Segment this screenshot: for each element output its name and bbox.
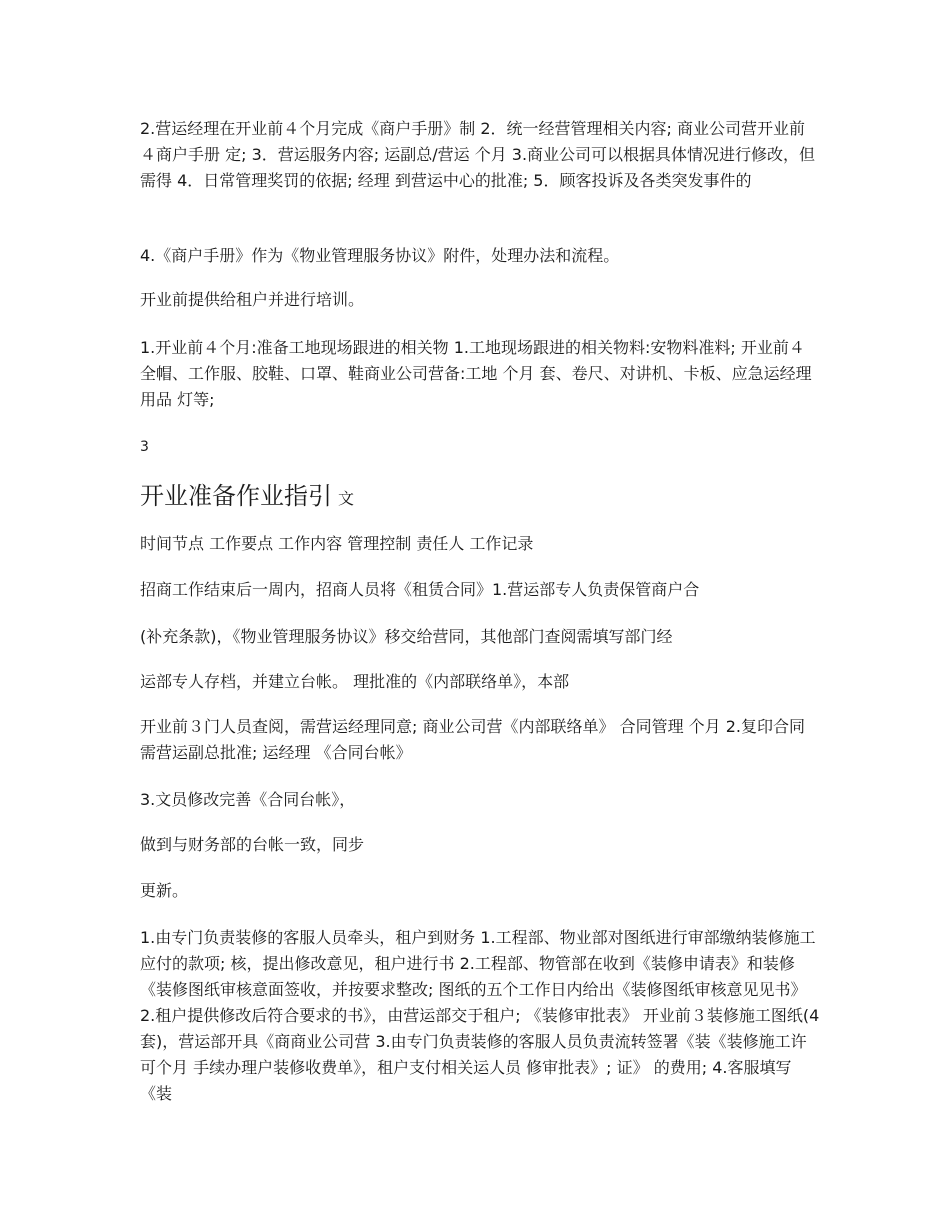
paragraph-business-manual: 2.营运经理在开业前４个月完成《商户手册》制 2．统一经营管理相关内容; 商业公司营开业前４商户手册 定; 3．营运服务内容; 运副总/营运 个月 3.商业公司可以根据具体情况进行修改，但需得 4．日常管理奖罚的依据; 经理 到营运中心的批准; 5．顾客投诉及各类突发事件的: [140, 119, 816, 190]
body-line-archive: 运部专人存档，并建立台帐。 理批准的《内部联络单》，本部: [140, 672, 570, 691]
paragraph-decoration-process: 1.由专门负责装修的客服人员牵头，租户到财务 1.工程部、物业部对图纸进行审部缴纳装修施工应付的款项; 核，提出修改意见，租户进行书 2.工程部、物管部在收到《装修申请表》和装修《装修图纸审核意面签收，并按要求整改; 图纸的五个工作日内给出《装修图纸审核意见见书》 2.租户提供修改后符合要求的书》，由营运部交于租户; 《装修审批表》 开业前３装修施工图纸(4 套)，营运部开具《商商业公司营 3.由专门负责装修的客服人员负责流转签署《装《装修施工许可个月 手续办理户装修收费单》，租户支付相关运人员 修审批表》; 证》 的费用; 4.客服填写《装: [140, 928, 820, 1103]
section-heading-suffix: 文: [338, 489, 355, 508]
body-line-supplementary-terms: (补充条款)，《物业管理服务协议》移交给营同，其他部门查阅需填写部门经: [140, 627, 673, 646]
body-line-finance-sync: 做到与财务部的台帐一致，同步: [140, 835, 365, 854]
page-number: 3: [140, 439, 149, 455]
body-line-contract-management: 开业前３门人员查阅，需营运经理同意; 商业公司营《内部联络单》 合同管理 个月 2.复印合同需营运副总批准; 运经理 《合同台帐》: [140, 717, 806, 762]
paragraph-training: 开业前提供给租户并进行培训。: [140, 290, 365, 309]
paragraph-manual-attachment: 4.《商户手册》作为《物业管理服务协议》附件，处理办法和流程。: [140, 246, 620, 265]
table-header-row: 时间节点 工作要点 工作内容 管理控制 责任人 工作记录: [140, 534, 534, 553]
paragraph-site-materials: 1.开业前４个月:准备工地现场跟进的相关物 1.工地现场跟进的相关物料:安物料准料; 开业前４全帽、工作服、胶鞋、口罩、鞋商业公司营备:工地 个月 套、卷尺、对讲机、卡板、应急运经理 用品 灯等;: [140, 338, 812, 409]
section-heading-title: 开业准备作业指引: [140, 482, 332, 510]
section-heading: [140, 480, 354, 515]
body-line-contract-handover: 招商工作结束后一周内，招商人员将《租赁合同》1.营运部专人负责保管商户合: [140, 580, 700, 599]
body-line-update: 更新。: [140, 881, 189, 900]
body-line-ledger-update: 3.文员修改完善《合同台帐》，: [140, 790, 356, 809]
